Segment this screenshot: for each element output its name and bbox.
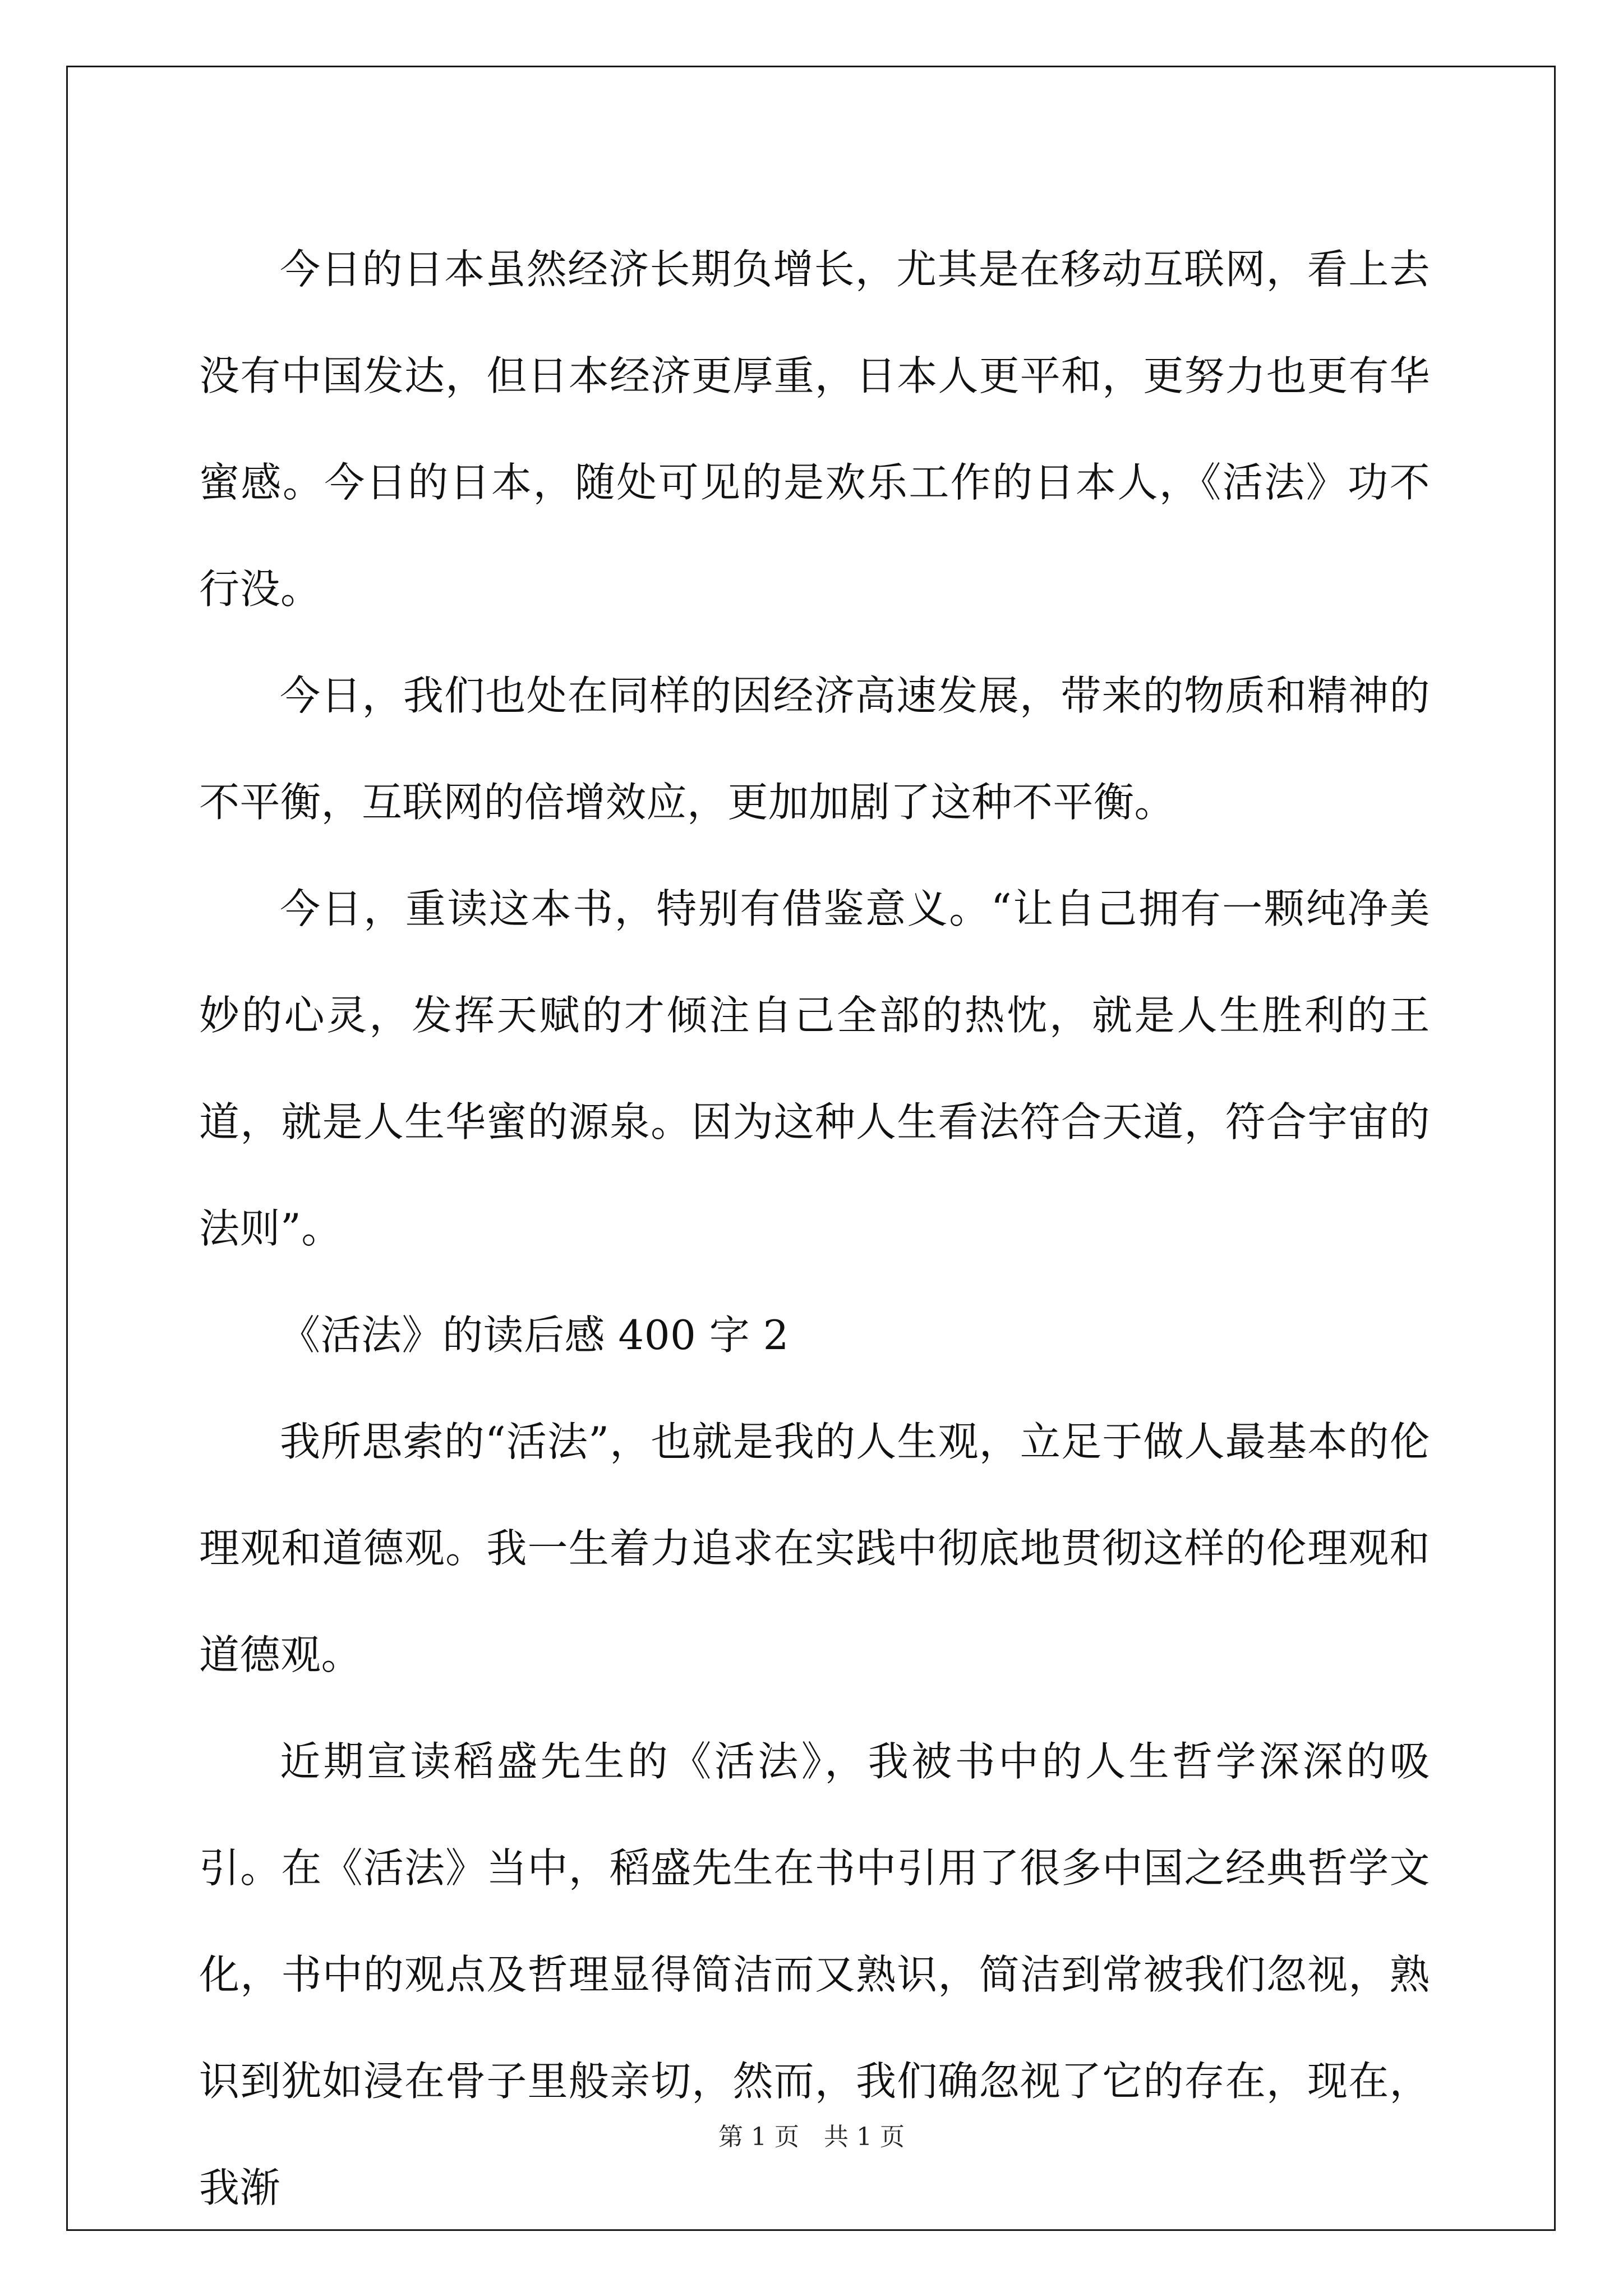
section-heading: 《活法》的读后感 400 字 2: [280, 1312, 789, 1359]
page-number: 第 1 页: [718, 2123, 799, 2151]
paragraph-1: 今日的日本虽然经济长期负增长，尤其是在移动互联网，看上去没有中国发达，但日本经济更厚重，日本人更平和，更努力也更有华蜜感。今日的日本，随处可见的是欢乐工作的日本人，《活法》功不行没。: [199, 246, 1430, 613]
paragraph-3: 今日，重读这本书，特别有借鉴意义。“让自己拥有一颗纯净美妙的心灵，发挥天赋的才倾注自己全部的热忱，就是人生胜利的王道，就是人生华蜜的源泉。因为这种人生看法符合天道，符合宇宙的法则”。: [199, 885, 1430, 1252]
page-footer: [0, 2120, 1623, 2154]
paragraph-5: 近期宣读稻盛先生的《活法》，我被书中的人生哲学深深的吸引。在《活法》当中，稻盛先生在书中引用了很多中国之经典哲学文化，书中的观点及哲理显得简洁而又熟识，简洁到常被我们忽视，熟识到犹如浸在骨子里般亲切，然而，我们确忽视了它的存在，现在，我渐: [199, 1738, 1430, 2211]
page-total: 共 1 页: [824, 2123, 905, 2151]
paragraph-4: 我所思索的“活法”，也就是我的人生观，立足于做人最基本的伦理观和道德观。我一生着力追求在实践中彻底地贯彻这样的伦理观和道德观。: [199, 1418, 1430, 1678]
paragraph-2: 今日，我们也处在同样的因经济高速发展，带来的物质和精神的不平衡，互联网的倍增效应，更加加剧了这种不平衡。: [199, 672, 1430, 826]
document-body: [199, 216, 1430, 2241]
